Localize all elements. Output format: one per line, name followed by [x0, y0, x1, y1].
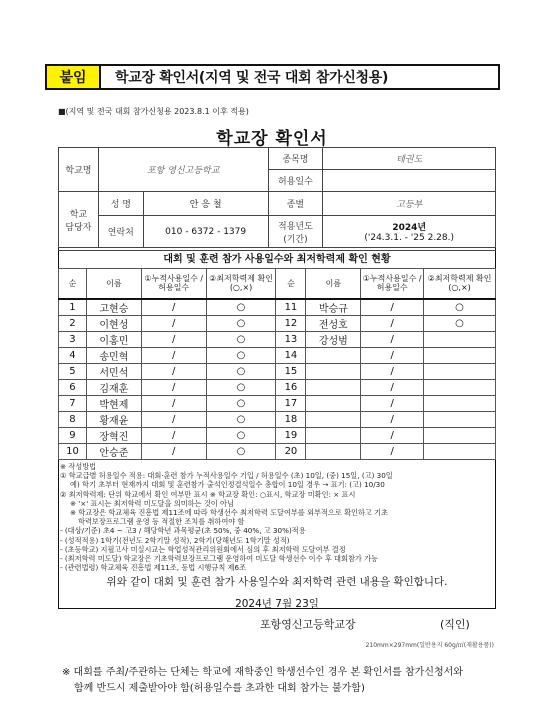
row-name-right: [306, 443, 361, 459]
attachment-badge: 붙임: [47, 66, 101, 88]
footer-line-2: 함께 반드시 제출받아야 함(허용일수를 초과한 대회 참가는 불가함): [74, 683, 365, 694]
row-no: 10: [59, 443, 87, 459]
row-name-right: [306, 347, 361, 363]
row-no-right: 18: [276, 411, 306, 427]
col-check-right: ②최저학력제 확인(○,×): [424, 269, 496, 299]
document-title: 학교장 확인서: [216, 129, 328, 149]
paper-size-note: 210mm×297mm(일반용지 60g/㎡(재활용품)): [365, 642, 494, 649]
row-check: ○: [206, 299, 276, 316]
row-check-right: [424, 379, 496, 395]
row-name-right: [306, 427, 361, 443]
note-line: ※ 작성방법: [60, 462, 97, 471]
year-value: 2024년: [392, 223, 427, 233]
col-name-right: 이름: [306, 269, 361, 299]
phone-label: 연락처: [98, 216, 143, 248]
section-title: 대회 및 훈련 참가 사용일수와 최저학력제 확인 현황: [58, 250, 496, 268]
row-no: 3: [59, 331, 87, 347]
row-check-right: ○: [424, 299, 496, 316]
col-name: 이름: [86, 269, 141, 299]
note-line: 학력보장프로그램 운영 등 적절한 조치를 취하여야 함: [78, 517, 245, 527]
row-no: 9: [59, 427, 87, 443]
row-no-right: 14: [276, 347, 306, 363]
row-no: 5: [59, 363, 87, 379]
confirm-statement: 위와 같이 대회 및 훈련 참가 사용일수와 최저학력 관련 내용을 확인합니다.: [106, 576, 448, 588]
signer-seal: (직인): [440, 618, 470, 631]
table-row: [59, 411, 496, 427]
note-line: ※ 학교장은 학교체육 진흥법 제11조에 따라 학생선수 최저학력 도달여부를 외부적으로 확인하고 기초: [70, 508, 389, 518]
row-check-right: [424, 363, 496, 379]
row-check: ○: [206, 395, 276, 411]
row-check: ○: [206, 443, 276, 459]
row-no-right: 13: [276, 331, 306, 347]
gender-value: 고등부: [323, 192, 496, 216]
contact-label-line2: 담당자: [65, 222, 92, 233]
col-check: ②최저학력제 확인(○,×): [206, 269, 276, 299]
row-days-right: /: [361, 411, 424, 427]
name-label: 성 명: [98, 192, 143, 216]
row-no: 1: [59, 299, 87, 316]
row-days-right: /: [361, 427, 424, 443]
allowed-days-label: 허용일수: [268, 170, 323, 192]
row-name-right: 전성호: [306, 315, 361, 331]
participation-table: [58, 268, 496, 460]
row-name: 장혁진: [86, 427, 141, 443]
row-name-right: 강성범: [306, 331, 361, 347]
row-check: ○: [206, 379, 276, 395]
row-name-right: [306, 395, 361, 411]
note-line: ① 학교급별 허용일수 적용: 대회·훈련 참가 누적사용일수 기입 / 허용일수 (초) 10일, (중) 15일, (고) 30일: [60, 471, 393, 481]
row-no-right: 11: [276, 299, 306, 316]
row-days: /: [141, 395, 206, 411]
row-name-right: [306, 411, 361, 427]
table-row: [59, 315, 496, 331]
footer-line-1: ※ 대회를 주최/주관하는 단체는 학교에 재학중인 학생선수인 경우 본 확인서를 참가신청서와: [62, 667, 463, 678]
row-name: 송민혁: [86, 347, 141, 363]
row-name: 황재윤: [86, 411, 141, 427]
row-name: 김재훈: [86, 379, 141, 395]
period-value: [323, 216, 496, 248]
row-no-right: 17: [276, 395, 306, 411]
row-days: /: [141, 443, 206, 459]
row-days-right: /: [361, 331, 424, 347]
header-title: 학교장 확인서(지역 및 전국 대회 참가신청용): [115, 70, 389, 86]
note-line: 예) 학기 초부터 현재까지 대회 및 훈련참가 출석인정결석일수 총합이 10일 경우 → 표기: (고) 10/30: [70, 480, 385, 490]
table-body: [59, 299, 496, 460]
col-days: ①누적사용일수 /허용일수: [141, 269, 206, 299]
row-days: /: [141, 315, 206, 331]
allowed-days-value: [323, 170, 496, 192]
table-row: [59, 379, 496, 395]
signer-name: 포항영신고등학교장: [260, 618, 356, 631]
row-no-right: 12: [276, 315, 306, 331]
period-label: [268, 216, 323, 248]
row-no-right: 15: [276, 363, 306, 379]
row-no-right: 20: [276, 443, 306, 459]
row-days-right: /: [361, 443, 424, 459]
row-name: 서민석: [86, 363, 141, 379]
footer-note: [62, 665, 502, 697]
note-line: - (관련법령) 학교체육 진흥법 제11조, 동법 시행규칙 제6조: [60, 563, 247, 573]
period-range: ('24.3.1. - '25 2.28.): [364, 233, 454, 243]
contact-label: [59, 192, 99, 248]
table-row: [59, 427, 496, 443]
row-check: ○: [206, 363, 276, 379]
row-days: /: [141, 363, 206, 379]
row-name-right: [306, 379, 361, 395]
row-check-right: [424, 411, 496, 427]
col-no-right: 순: [276, 269, 306, 299]
table-row: [59, 363, 496, 379]
application-note: ■(지역 및 전국 대회 참가신청용 2023.8.1 이후 적용): [58, 107, 249, 116]
note-line: ② 최저학력제: 단위 학교에서 확인 여부만 표시 ※ 학교장 확인: ○표시, 학교장 미확인: × 표시: [60, 489, 356, 499]
row-check: ○: [206, 315, 276, 331]
row-days-right: /: [361, 363, 424, 379]
note-line: - (최저학력 미도달) 학교장은 기초학력보장프로그램 운영하여 미도달 학생선수 이수 후 대회참가 가능: [60, 554, 379, 564]
note-line: - (초등학교) 지필고사 미실시교는 학업성적관리위원회에서 심의 후 최저학력 도달여부 결정: [60, 544, 346, 554]
table-row: [59, 331, 496, 347]
period-label-line1: 적용년도: [278, 221, 313, 232]
row-check: ○: [206, 411, 276, 427]
note-line: - (대상/기준) 초4 ~ 고3 / 해당학년 과목평균(초 50%, 중 40%, 고 30%)적용: [60, 526, 306, 536]
row-no: 7: [59, 395, 87, 411]
row-no: 6: [59, 379, 87, 395]
row-no: 4: [59, 347, 87, 363]
row-name: 고현승: [86, 299, 141, 316]
row-name: 이홍민: [86, 331, 141, 347]
row-no-right: 19: [276, 427, 306, 443]
row-check-right: [424, 395, 496, 411]
phone-value: 010 - 6372 - 1379: [143, 216, 268, 248]
row-no: 2: [59, 315, 87, 331]
school-value: 포항 영신고등학교: [98, 148, 268, 192]
row-check: ○: [206, 427, 276, 443]
row-days-right: /: [361, 315, 424, 331]
row-check-right: ○: [424, 315, 496, 331]
row-days-right: /: [361, 299, 424, 316]
name-value: 안 응 철: [143, 192, 268, 216]
row-days: /: [141, 379, 206, 395]
confirm-date: 2024년 7월 23일: [235, 598, 319, 610]
table-row: [59, 443, 496, 459]
row-name: 박현제: [86, 395, 141, 411]
row-days-right: /: [361, 347, 424, 363]
table-row: [59, 347, 496, 363]
row-check-right: [424, 347, 496, 363]
row-name: 안승준: [86, 443, 141, 459]
table-row: [59, 395, 496, 411]
notes-section: [60, 462, 494, 572]
school-label: 학교명: [59, 148, 99, 192]
note-line: ※ '×' 표시는 최저학력 미도달을 의미하는 것이 아님: [70, 498, 234, 508]
contact-label-line1: 학교: [69, 209, 88, 220]
row-no-right: 16: [276, 379, 306, 395]
row-days-right: /: [361, 379, 424, 395]
row-check-right: [424, 443, 496, 459]
table-row: [59, 299, 496, 316]
row-name-right: 박승규: [306, 299, 361, 316]
row-name: 이현성: [86, 315, 141, 331]
col-days-right: ①누적사용일수 /허용일수: [361, 269, 424, 299]
col-no: 순: [59, 269, 87, 299]
event-label: 종목명: [268, 148, 323, 170]
gender-label: 종별: [268, 192, 323, 216]
row-days: /: [141, 299, 206, 316]
row-check: ○: [206, 347, 276, 363]
note-line: - (성적적용) 1학기(전년도 2학기말 성적), 2학기(당해년도 1학기말 성적): [60, 535, 290, 545]
row-check-right: [424, 427, 496, 443]
row-days-right: /: [361, 395, 424, 411]
row-days: /: [141, 411, 206, 427]
period-label-line2: (기간): [283, 234, 308, 245]
row-days: /: [141, 331, 206, 347]
row-name-right: [306, 363, 361, 379]
info-table: [58, 147, 496, 248]
row-check-right: [424, 331, 496, 347]
event-value: 테권도: [323, 148, 496, 170]
row-days: /: [141, 347, 206, 363]
row-no: 8: [59, 411, 87, 427]
row-days: /: [141, 427, 206, 443]
row-check: ○: [206, 331, 276, 347]
header-box: [45, 64, 500, 90]
